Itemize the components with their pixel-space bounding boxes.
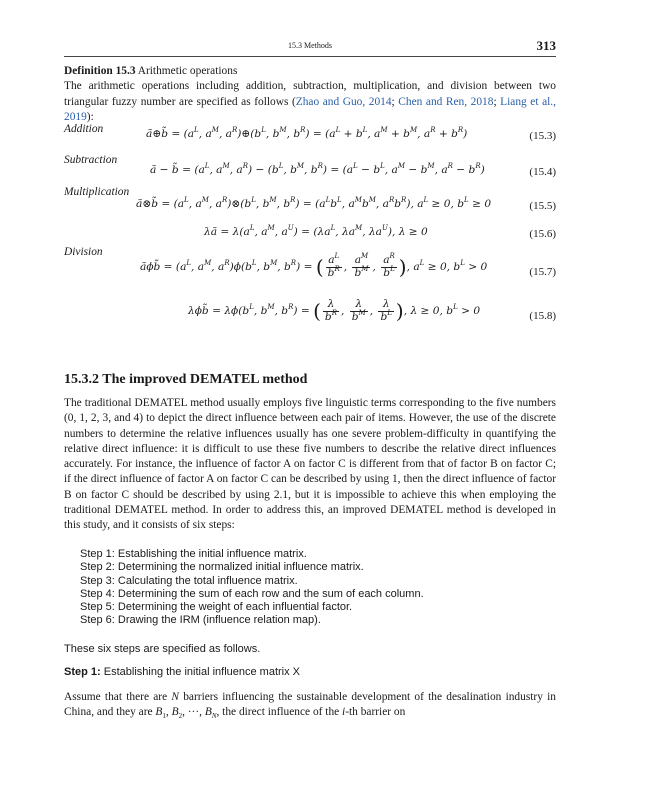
citation-sep: ;: [493, 95, 497, 108]
label-division: Division: [64, 246, 103, 258]
paragraph-last-b: barriers influencing the sustainable development of the desalination industry in China, and they are: [64, 691, 556, 719]
list-item: Step 3: Calculating the total influence matrix.: [80, 574, 298, 587]
paragraph-last-a: Assume that there are: [64, 691, 172, 703]
list-item: Step 4: Determining the sum of each row and the sum of each column.: [80, 587, 424, 600]
equation-number: (15.3): [529, 130, 556, 142]
definition-end: ):: [86, 110, 94, 123]
label-subtraction: Subtraction: [64, 154, 118, 166]
header-rule: [64, 56, 556, 57]
paragraph-intro: The traditional DEMATEL method usually employs five linguistic terms corresponding to the five numbers (0, 1, 2, 3, and 4) to depict the direct influence between each pair of items. However, the use of the discrete numbers to determine the relative influences usually has one severe problem-difficulty in quantifying the relative direct influence: it is difficult to use these five numbers to describe the relative direct influences accurately. For instance, the influence of factor A on factor C is different from that of factor B on factor C; if the direct influence of factor A on factor C can be described by using 1, then the direct influence of factor B on factor C should be described by using 2.1, but it is impossible to achieve this when employing the traditional DEMATEL method. In order to address this, an improved DEMATEL method is developed in this study, and it consists of six steps:: [64, 397, 556, 532]
paragraph-last-d: barrier on: [357, 706, 406, 719]
step1-heading: [64, 665, 556, 680]
paragraph-last-c: , the direct influence of the: [216, 706, 343, 719]
list-item: Step 2: Determining the normalized initial influence matrix.: [80, 561, 364, 574]
equation-scalar-division: λϕb̃ = $\lambda\phi(b^L$, $b^M$, $b^R$) = ( $\frac{\lambda}{b^R}$ , $\frac{\lambda}{b^M}$ , $\frac{\lambda}{b^L}$ ), λ ≥ 0, $b^L > 0$: [188, 298, 481, 323]
citation-sep: ;: [391, 95, 395, 108]
definition-title: Definition 15.3: [64, 65, 136, 77]
step1-title: Establishing the initial influence matrix X: [103, 666, 301, 678]
equation-division: ãϕb̃ = ($a^L$, $a^M$, $a^R)\phi(b^L$, $b^M$, $b^R$) = ( $\frac{a^L}{b^R}$ , $\frac{a^M}{b^M}$ , $\frac{a^R}{b^L}$ ), $a^L \ge 0$, $b^L > 0$: [140, 252, 488, 279]
citation-link[interactable]: Zhao and Guo, 2014: [295, 95, 392, 108]
definition-text: The arithmetic operations including addition, subtraction, multiplication, and division between two triangular fuzzy number are specified as follows (: [64, 80, 556, 108]
paragraph-last: Assume that there are N barriers influencing the sustainable development of the desalination industry in China, and they are $B_1$, $B_2$, ···, $B_N$, the direct influence of the i-th barrier on: [64, 691, 556, 721]
definition-name: Arithmetic operations: [137, 65, 238, 77]
running-header: [64, 38, 556, 54]
equation-number: (15.5): [529, 200, 556, 212]
equation-number: (15.8): [529, 310, 556, 322]
label-multiplication: Multiplication: [64, 186, 130, 198]
citation-link[interactable]: Chen and Ren, 2018: [398, 95, 494, 108]
step1-label: Step 1:: [64, 666, 101, 678]
equation-number: (15.7): [529, 266, 556, 278]
page-number: 313: [536, 38, 556, 53]
equation-addition: ã⊕b̃ = ($a^L$, $a^M$, $a^R)\oplus(b^L$, $b^M$, $b^R) = (a^L + b^L$, $a^M + b^M$, $a^R + b^R$): [146, 126, 468, 140]
steps-intro: These six steps are specified as follows.: [64, 643, 261, 655]
equation-number: (15.4): [529, 166, 556, 178]
equation-multiplication: ã⊗b̃ = ($a^L$, $a^M$, $a^R)\otimes(b^L$, $b^M$, $b^R) = (a^Lb^L$, $a^Mb^M$, $a^Rb^R$), $a^L \ge 0$, $b^L \ge 0$: [136, 196, 492, 210]
list-item: Step 6: Drawing the IRM (influence relation map).: [80, 614, 321, 627]
equation-number: (15.6): [529, 228, 556, 240]
section-heading: 15.3.2 The improved DEMATEL method: [64, 372, 308, 387]
header-section: 15.3 Methods: [288, 41, 332, 50]
steps-list: [80, 548, 424, 628]
list-item: Step 5: Determining the weight of each influential factor.: [80, 601, 353, 614]
equation-subtraction: ã − b̃ = ($a^L$, $a^M$, $a^R) - (b^L$, $b^M$, $b^R) = (a^L - b^L$, $a^M - b^M$, $a^R - b^R$): [150, 162, 485, 176]
equation-scalar-multiplication: λã = $\lambda(a^L$, $a^M$, $a^U) = (\lambda a^L$, $\lambda a^M$, $\lambda a^U$), λ ≥ 0: [204, 224, 428, 238]
citation-link[interactable]: Liang et al., 2019: [64, 95, 556, 123]
definition-block: [64, 64, 556, 125]
list-item: Step 1: Establishing the initial influence matrix.: [80, 548, 307, 560]
label-addition: Addition: [64, 123, 104, 135]
